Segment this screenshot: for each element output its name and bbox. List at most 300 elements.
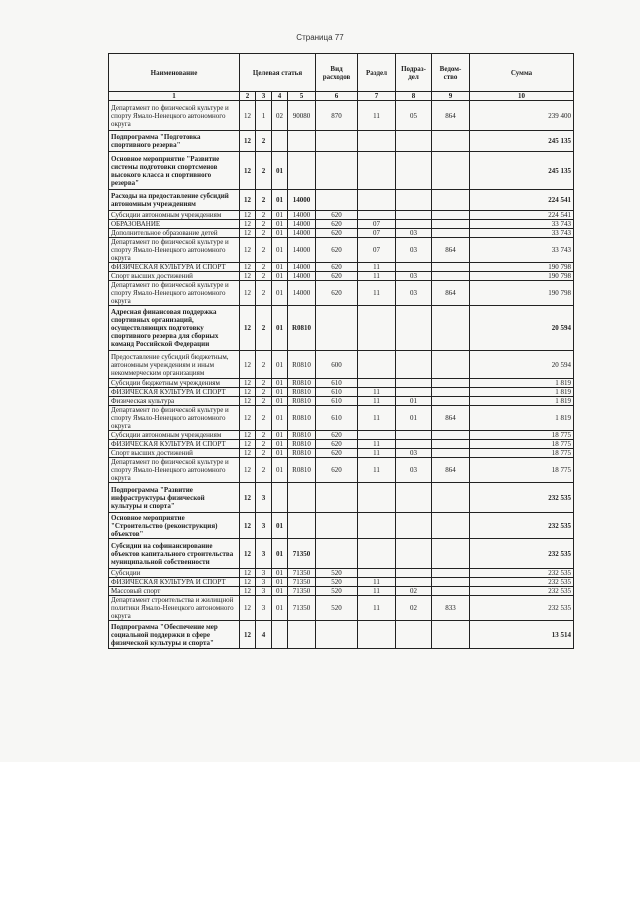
row-code-cell: 12 [240, 440, 256, 449]
row-code-cell: 864 [432, 238, 470, 263]
row-code-cell: 01 [272, 449, 288, 458]
row-code-cell: 12 [240, 406, 256, 431]
row-name-cell: Физическая культура [109, 397, 240, 406]
row-code-cell: 12 [240, 431, 256, 440]
row-name-cell: ОБРАЗОВАНИЕ [109, 220, 240, 229]
row-code-cell [432, 351, 470, 379]
row-code-cell: 4 [256, 621, 272, 649]
row-name-cell: Департамент по физической культуре и спорту Ямало-Ненецкого автономного округа [109, 238, 240, 263]
row-code-cell: 2 [256, 406, 272, 431]
column-number: 8 [396, 92, 432, 101]
row-code-cell [396, 539, 432, 569]
table-row [109, 379, 574, 388]
row-code-cell: 71350 [288, 596, 316, 621]
row-code-cell [432, 621, 470, 649]
row-code-cell [288, 513, 316, 539]
row-name-cell: Субсидии автономным учреждениям [109, 431, 240, 440]
column-number: 2 [240, 92, 256, 101]
row-code-cell: 3 [256, 483, 272, 513]
row-code-cell [396, 131, 432, 152]
row-code-cell: 2 [256, 379, 272, 388]
table-row [109, 578, 574, 587]
row-code-cell: R0810 [288, 397, 316, 406]
row-code-cell [396, 388, 432, 397]
table-row [109, 306, 574, 351]
row-code-cell: 03 [396, 229, 432, 238]
row-code-cell: 3 [256, 513, 272, 539]
table-row [109, 539, 574, 569]
row-code-cell: 05 [396, 101, 432, 131]
header-name: Наименование [109, 54, 240, 92]
row-code-cell [432, 513, 470, 539]
row-name-cell: ФИЗИЧЕСКАЯ КУЛЬТУРА И СПОРТ [109, 440, 240, 449]
row-code-cell: 01 [396, 406, 432, 431]
row-code-cell: 620 [316, 238, 358, 263]
row-code-cell: 11 [358, 263, 396, 272]
row-code-cell [316, 513, 358, 539]
row-code-cell: 864 [432, 101, 470, 131]
row-code-cell: 12 [240, 569, 256, 578]
row-sum-cell: 18 775 [470, 458, 574, 483]
column-number-row [109, 92, 574, 101]
row-code-cell: 12 [240, 281, 256, 306]
row-code-cell: R0810 [288, 306, 316, 351]
budget-table [108, 53, 574, 649]
row-code-cell [396, 621, 432, 649]
row-name-cell: Субсидии [109, 569, 240, 578]
row-name-cell: Департамент по физической культуре и спорту Ямало-Ненецкого автономного округа [109, 458, 240, 483]
row-code-cell: R0810 [288, 431, 316, 440]
row-code-cell [358, 379, 396, 388]
row-code-cell: 3 [256, 587, 272, 596]
table-row [109, 281, 574, 306]
row-code-cell: R0810 [288, 449, 316, 458]
row-sum-cell: 33 743 [470, 229, 574, 238]
column-number: 4 [272, 92, 288, 101]
row-sum-cell: 18 775 [470, 449, 574, 458]
table-row [109, 569, 574, 578]
row-name-cell: Субсидии на софинансирование объектов капитального строительства муниципальной собственности [109, 539, 240, 569]
row-code-cell: 11 [358, 596, 396, 621]
row-code-cell [396, 440, 432, 449]
row-code-cell: 12 [240, 272, 256, 281]
row-code-cell [432, 211, 470, 220]
row-code-cell: 12 [240, 578, 256, 587]
row-code-cell: 03 [396, 238, 432, 263]
row-code-cell: 870 [316, 101, 358, 131]
row-code-cell: 01 [272, 578, 288, 587]
table-row [109, 406, 574, 431]
row-code-cell: 12 [240, 483, 256, 513]
row-code-cell [358, 513, 396, 539]
row-code-cell: 12 [240, 539, 256, 569]
row-code-cell: 14000 [288, 281, 316, 306]
row-sum-cell: 33 743 [470, 220, 574, 229]
row-code-cell: 620 [316, 440, 358, 449]
row-code-cell [396, 483, 432, 513]
row-code-cell [396, 211, 432, 220]
row-code-cell [432, 190, 470, 211]
row-code-cell: 07 [358, 229, 396, 238]
header-subsection: Подраз-дел [396, 54, 432, 92]
row-code-cell: 11 [358, 449, 396, 458]
row-code-cell [432, 483, 470, 513]
row-name-cell: ФИЗИЧЕСКАЯ КУЛЬТУРА И СПОРТ [109, 578, 240, 587]
row-sum-cell: 190 798 [470, 272, 574, 281]
row-code-cell: 14000 [288, 272, 316, 281]
row-code-cell: 12 [240, 152, 256, 190]
header-target: Целевая статья [240, 54, 316, 92]
row-sum-cell: 232 535 [470, 483, 574, 513]
row-sum-cell: 18 775 [470, 440, 574, 449]
row-code-cell: 14000 [288, 263, 316, 272]
row-code-cell: R0810 [288, 351, 316, 379]
row-code-cell [432, 449, 470, 458]
row-code-cell: 71350 [288, 578, 316, 587]
row-sum-cell: 232 535 [470, 513, 574, 539]
row-code-cell: 12 [240, 220, 256, 229]
row-code-cell [358, 190, 396, 211]
row-code-cell [396, 578, 432, 587]
row-code-cell: 14000 [288, 229, 316, 238]
row-code-cell: 02 [396, 596, 432, 621]
row-code-cell: 01 [272, 152, 288, 190]
row-code-cell: 01 [396, 397, 432, 406]
row-code-cell: 01 [272, 587, 288, 596]
table-row [109, 596, 574, 621]
row-code-cell: 610 [316, 397, 358, 406]
row-code-cell: 610 [316, 388, 358, 397]
table-row [109, 440, 574, 449]
row-code-cell [358, 539, 396, 569]
row-sum-cell: 224 541 [470, 190, 574, 211]
row-code-cell: 01 [272, 238, 288, 263]
row-code-cell: 01 [272, 229, 288, 238]
row-name-cell: Адресная финансовая поддержка спортивных организаций, осуществляющих подготовку спортивного резерва для сборных команд Российской Федерации [109, 306, 240, 351]
row-code-cell: 2 [256, 281, 272, 306]
header-section: Раздел [358, 54, 396, 92]
row-code-cell: 11 [358, 397, 396, 406]
row-code-cell [396, 569, 432, 578]
row-name-cell: Расходы на предоставление субсидий автономным учреждениям [109, 190, 240, 211]
row-name-cell: Массовый спорт [109, 587, 240, 596]
row-sum-cell: 245 135 [470, 131, 574, 152]
table-row [109, 131, 574, 152]
row-code-cell: 12 [240, 458, 256, 483]
row-code-cell [432, 263, 470, 272]
row-code-cell: 620 [316, 272, 358, 281]
row-code-cell: 3 [256, 569, 272, 578]
row-code-cell: 3 [256, 596, 272, 621]
row-code-cell: 11 [358, 101, 396, 131]
row-code-cell [358, 569, 396, 578]
row-code-cell: 14000 [288, 211, 316, 220]
column-number: 10 [470, 92, 574, 101]
table-row [109, 388, 574, 397]
row-code-cell [288, 152, 316, 190]
table-row [109, 229, 574, 238]
row-code-cell: 02 [396, 587, 432, 596]
row-code-cell: 833 [432, 596, 470, 621]
table-row [109, 458, 574, 483]
row-sum-cell: 232 535 [470, 569, 574, 578]
row-name-cell: Спорт высших достижений [109, 449, 240, 458]
row-sum-cell: 20 594 [470, 306, 574, 351]
row-code-cell: 11 [358, 440, 396, 449]
row-code-cell: 07 [358, 220, 396, 229]
row-code-cell: 01 [272, 388, 288, 397]
row-name-cell: Департамент по физической культуре и спорту Ямало-Ненецкого автономного округа [109, 281, 240, 306]
row-name-cell: Дополнительное образование детей [109, 229, 240, 238]
row-code-cell: 2 [256, 190, 272, 211]
row-code-cell [272, 483, 288, 513]
row-code-cell: 01 [272, 397, 288, 406]
row-code-cell: 71350 [288, 539, 316, 569]
table-row [109, 431, 574, 440]
row-code-cell: 90080 [288, 101, 316, 131]
row-code-cell [396, 379, 432, 388]
column-number: 3 [256, 92, 272, 101]
row-sum-cell: 18 775 [470, 431, 574, 440]
row-code-cell [316, 152, 358, 190]
row-code-cell: 03 [396, 458, 432, 483]
column-number: 6 [316, 92, 358, 101]
row-code-cell: 01 [272, 306, 288, 351]
row-code-cell: 01 [272, 220, 288, 229]
row-name-cell: Департамент по физической культуре и спорту Ямало-Ненецкого автономного округа [109, 101, 240, 131]
row-name-cell: Департамент строительства и жилищной политики Ямало-Ненецкого автономного округа [109, 596, 240, 621]
row-code-cell [396, 220, 432, 229]
table-row [109, 449, 574, 458]
row-code-cell [396, 190, 432, 211]
row-code-cell [288, 621, 316, 649]
row-sum-cell: 1 819 [470, 379, 574, 388]
row-code-cell [358, 351, 396, 379]
row-code-cell: R0810 [288, 440, 316, 449]
row-code-cell: 12 [240, 513, 256, 539]
row-code-cell [316, 190, 358, 211]
row-code-cell: 12 [240, 238, 256, 263]
row-code-cell: 01 [272, 458, 288, 483]
row-code-cell: 12 [240, 596, 256, 621]
row-code-cell: 600 [316, 351, 358, 379]
row-code-cell: 520 [316, 587, 358, 596]
row-code-cell [358, 211, 396, 220]
row-code-cell: 2 [256, 272, 272, 281]
table-row [109, 397, 574, 406]
page-bottom-margin [0, 762, 640, 905]
row-code-cell: 2 [256, 131, 272, 152]
row-code-cell [316, 306, 358, 351]
row-code-cell [358, 152, 396, 190]
row-code-cell: 01 [272, 211, 288, 220]
row-name-cell: Подпрограмма "Развитие инфраструктуры физической культуры и спорта" [109, 483, 240, 513]
row-name-cell: Подпрограмма "Подготовка спортивного резерва" [109, 131, 240, 152]
row-name-cell: Субсидии бюджетным учреждениям [109, 379, 240, 388]
row-code-cell: R0810 [288, 379, 316, 388]
row-code-cell [432, 152, 470, 190]
row-code-cell: 12 [240, 306, 256, 351]
row-code-cell: 520 [316, 578, 358, 587]
row-code-cell [432, 440, 470, 449]
row-code-cell: 620 [316, 220, 358, 229]
row-code-cell: 01 [272, 569, 288, 578]
row-code-cell [272, 621, 288, 649]
row-code-cell [288, 483, 316, 513]
row-code-cell: 2 [256, 431, 272, 440]
row-code-cell: 610 [316, 379, 358, 388]
row-code-cell: 864 [432, 406, 470, 431]
table-row [109, 263, 574, 272]
row-code-cell: 1 [256, 101, 272, 131]
row-code-cell [358, 621, 396, 649]
row-code-cell [432, 587, 470, 596]
row-code-cell: 620 [316, 449, 358, 458]
row-code-cell: 11 [358, 578, 396, 587]
row-code-cell: 864 [432, 281, 470, 306]
row-code-cell: 520 [316, 596, 358, 621]
table-row [109, 587, 574, 596]
row-code-cell [432, 131, 470, 152]
row-sum-cell: 245 135 [470, 152, 574, 190]
header-row [109, 54, 574, 92]
row-code-cell: R0810 [288, 406, 316, 431]
row-code-cell: 2 [256, 263, 272, 272]
row-sum-cell: 232 535 [470, 587, 574, 596]
row-name-cell: ФИЗИЧЕСКАЯ КУЛЬТУРА И СПОРТ [109, 388, 240, 397]
row-code-cell: 620 [316, 431, 358, 440]
row-code-cell [396, 152, 432, 190]
row-sum-cell: 239 400 [470, 101, 574, 131]
row-code-cell: 03 [396, 272, 432, 281]
row-code-cell: 12 [240, 101, 256, 131]
row-sum-cell: 20 594 [470, 351, 574, 379]
row-code-cell: 2 [256, 238, 272, 263]
row-code-cell: 01 [272, 351, 288, 379]
row-code-cell: 2 [256, 229, 272, 238]
row-name-cell: Департамент по физической культуре и спорту Ямало-Ненецкого автономного округа [109, 406, 240, 431]
table-row [109, 190, 574, 211]
row-code-cell [432, 397, 470, 406]
row-code-cell: 520 [316, 569, 358, 578]
row-code-cell [316, 539, 358, 569]
table-row [109, 152, 574, 190]
row-code-cell: 14000 [288, 220, 316, 229]
row-code-cell: 2 [256, 152, 272, 190]
row-sum-cell: 33 743 [470, 238, 574, 263]
row-sum-cell: 232 535 [470, 596, 574, 621]
header-dept: Ведом-ство [432, 54, 470, 92]
row-code-cell: 01 [272, 406, 288, 431]
row-code-cell: 12 [240, 449, 256, 458]
row-code-cell: 03 [396, 449, 432, 458]
row-code-cell [432, 379, 470, 388]
row-code-cell: 12 [240, 263, 256, 272]
row-code-cell: 01 [272, 440, 288, 449]
row-sum-cell: 224 541 [470, 211, 574, 220]
row-code-cell [358, 306, 396, 351]
row-code-cell: 2 [256, 397, 272, 406]
row-code-cell: 864 [432, 458, 470, 483]
row-code-cell: 11 [358, 272, 396, 281]
header-sum: Сумма [470, 54, 574, 92]
row-code-cell: 01 [272, 539, 288, 569]
row-code-cell: 2 [256, 220, 272, 229]
table-row [109, 483, 574, 513]
row-code-cell [396, 351, 432, 379]
page-number-label: Страница 77 [296, 33, 344, 42]
table-row [109, 513, 574, 539]
row-code-cell: 12 [240, 587, 256, 596]
row-code-cell: 620 [316, 229, 358, 238]
row-code-cell [432, 569, 470, 578]
row-code-cell: 02 [272, 101, 288, 131]
row-code-cell [396, 431, 432, 440]
row-code-cell [432, 539, 470, 569]
table-row [109, 351, 574, 379]
row-code-cell: 11 [358, 587, 396, 596]
row-code-cell: 3 [256, 578, 272, 587]
row-code-cell: 620 [316, 263, 358, 272]
column-number: 7 [358, 92, 396, 101]
row-code-cell [272, 131, 288, 152]
row-code-cell [432, 578, 470, 587]
row-code-cell: 2 [256, 440, 272, 449]
row-code-cell: 11 [358, 281, 396, 306]
row-code-cell: 01 [272, 379, 288, 388]
row-code-cell: 12 [240, 397, 256, 406]
row-code-cell: 01 [272, 263, 288, 272]
row-sum-cell: 190 798 [470, 263, 574, 272]
row-code-cell: 2 [256, 306, 272, 351]
row-code-cell [432, 388, 470, 397]
row-code-cell: 12 [240, 131, 256, 152]
row-code-cell: 01 [272, 513, 288, 539]
row-code-cell: 03 [396, 281, 432, 306]
row-code-cell: 14000 [288, 190, 316, 211]
row-code-cell [358, 131, 396, 152]
row-sum-cell: 1 819 [470, 406, 574, 431]
row-code-cell [288, 131, 316, 152]
row-sum-cell: 232 535 [470, 539, 574, 569]
row-code-cell [316, 483, 358, 513]
row-code-cell: 2 [256, 351, 272, 379]
row-code-cell [316, 621, 358, 649]
row-code-cell: 11 [358, 458, 396, 483]
row-code-cell: 3 [256, 539, 272, 569]
column-number: 5 [288, 92, 316, 101]
row-code-cell: 71350 [288, 587, 316, 596]
table-row [109, 220, 574, 229]
row-code-cell: 12 [240, 190, 256, 211]
row-sum-cell: 190 798 [470, 281, 574, 306]
table-row [109, 272, 574, 281]
row-sum-cell: 1 819 [470, 388, 574, 397]
row-code-cell: 2 [256, 458, 272, 483]
row-code-cell: 12 [240, 621, 256, 649]
row-code-cell: 12 [240, 388, 256, 397]
row-name-cell: ФИЗИЧЕСКАЯ КУЛЬТУРА И СПОРТ [109, 263, 240, 272]
header-kind: Вид расходов [316, 54, 358, 92]
table-row [109, 211, 574, 220]
row-code-cell [432, 229, 470, 238]
table-row [109, 238, 574, 263]
row-sum-cell: 232 535 [470, 578, 574, 587]
row-code-cell [396, 263, 432, 272]
row-code-cell [316, 131, 358, 152]
row-code-cell: 11 [358, 406, 396, 431]
row-code-cell: 620 [316, 211, 358, 220]
